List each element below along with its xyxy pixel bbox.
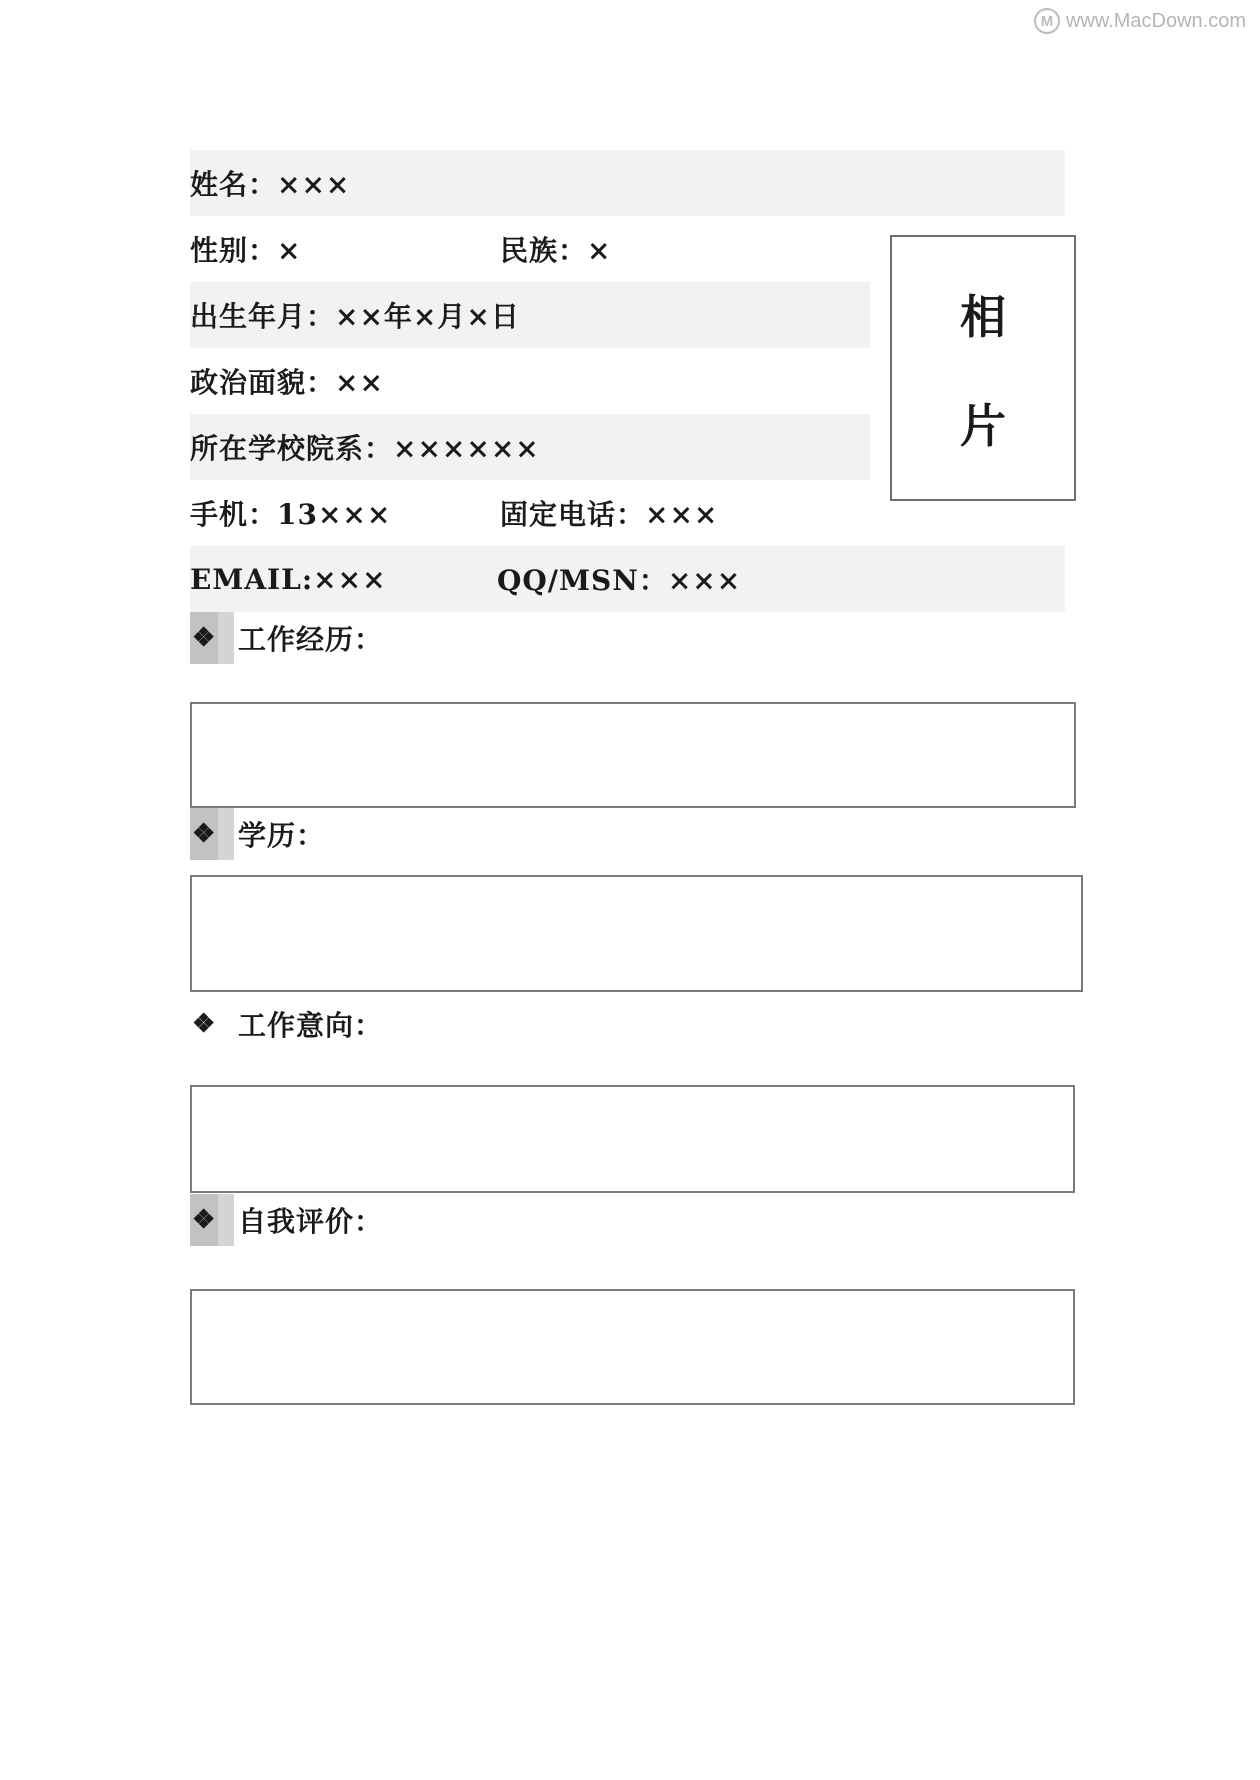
school-field: 所在学校院系：×××××× (190, 432, 540, 465)
photo-label-char-1: 相 (960, 289, 1006, 344)
qq-field: QQ/MSN：××× (497, 564, 742, 597)
education-box[interactable] (190, 875, 1083, 992)
work-experience-label: 工作经历： (238, 623, 384, 656)
macdown-logo-icon: M (1034, 8, 1060, 34)
job-intention-heading (190, 998, 383, 1050)
name-row (190, 150, 1065, 216)
self-evaluation-label: 自我评价： (238, 1205, 384, 1238)
photo-label-char-2: 片 (960, 398, 1006, 453)
job-intention-label: 工作意向： (238, 1009, 384, 1042)
email-qq-row (190, 546, 1065, 612)
school-row (190, 414, 870, 480)
education-label: 学历： (238, 819, 326, 852)
self-evaluation-box[interactable] (190, 1289, 1075, 1405)
mobile-field: 手机：13××× (190, 498, 392, 531)
self-evaluation-heading (190, 1194, 383, 1246)
watermark (1034, 8, 1246, 34)
diamond-bullet-icon: ❖ (192, 1009, 217, 1039)
ethnicity-field: 民族：× (500, 234, 612, 267)
birth-field: 出生年月：××年×月×日 (190, 300, 520, 333)
photo-placeholder (890, 235, 1076, 501)
work-experience-heading (190, 612, 383, 664)
birth-row (190, 282, 870, 348)
contact-row (190, 480, 870, 546)
phone-field: 固定电话：××× (500, 498, 719, 531)
name-field: 姓名：××× (190, 168, 351, 201)
gender-field: 性别：× (190, 234, 302, 267)
email-field: EMAIL:××× (190, 562, 387, 596)
gender-ethnicity-row (190, 216, 870, 282)
diamond-bullet-icon: ❖ (190, 612, 234, 664)
job-intention-box[interactable] (190, 1085, 1075, 1193)
work-experience-box[interactable] (190, 702, 1076, 808)
diamond-bullet-icon: ❖ (190, 808, 234, 860)
political-row (190, 348, 870, 414)
political-field: 政治面貌：×× (190, 366, 384, 399)
watermark-text: www.MacDown.com (1065, 9, 1246, 32)
diamond-bullet-icon: ❖ (190, 1194, 234, 1246)
education-heading (190, 808, 325, 860)
